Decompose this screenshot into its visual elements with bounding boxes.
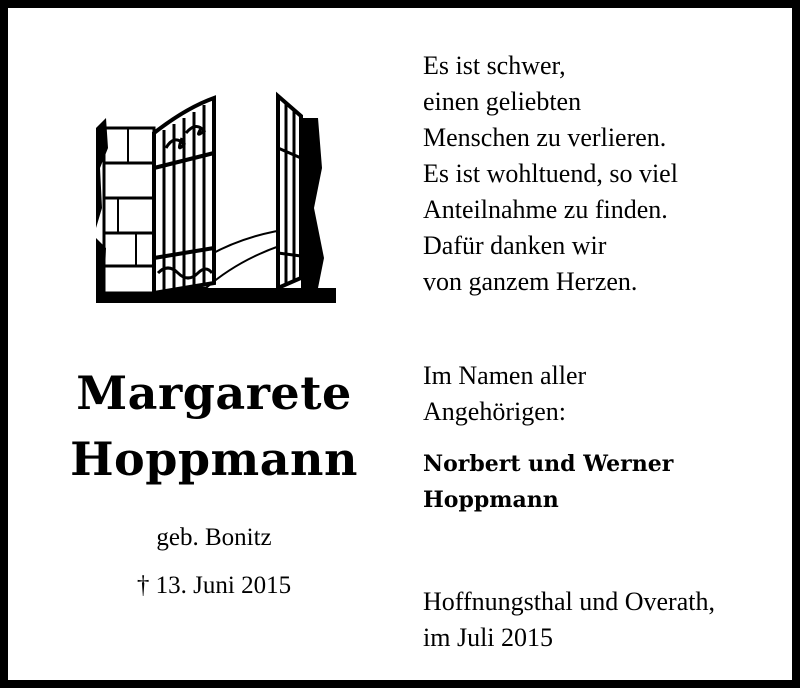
date-of-death: † 13. Juni 2015	[136, 572, 292, 599]
poem-line: von ganzem Herzen.	[423, 267, 638, 296]
poem-line: Dafür danken wir	[423, 231, 607, 260]
poem	[423, 48, 678, 300]
date-line: im Juli 2015	[423, 623, 554, 652]
poem-line: Es ist wohltuend, so viel	[423, 159, 678, 188]
place-and-date	[423, 584, 715, 656]
intro-line: Angehörigen:	[423, 397, 566, 426]
poem-line: Anteilnahme zu finden.	[423, 195, 668, 224]
poem-line: Es ist schwer,	[423, 51, 566, 80]
deceased-last-name: Hoppmann	[70, 432, 358, 486]
intro-line: Im Namen aller	[423, 361, 587, 390]
poem-line: Menschen zu verlieren.	[423, 123, 667, 152]
signer-names	[423, 446, 673, 518]
open-gate-icon	[96, 88, 336, 308]
signer-line: Hoppmann	[423, 487, 559, 513]
signer-line: Norbert und Werner	[423, 451, 674, 477]
signature-intro	[423, 358, 586, 430]
poem-line: einen geliebten	[423, 87, 582, 116]
deceased-first-name: Margarete	[76, 366, 352, 420]
obituary-notice	[8, 8, 792, 680]
place-line: Hoffnungsthal und Overath,	[423, 587, 715, 616]
maiden-name: geb. Bonitz	[156, 524, 272, 551]
